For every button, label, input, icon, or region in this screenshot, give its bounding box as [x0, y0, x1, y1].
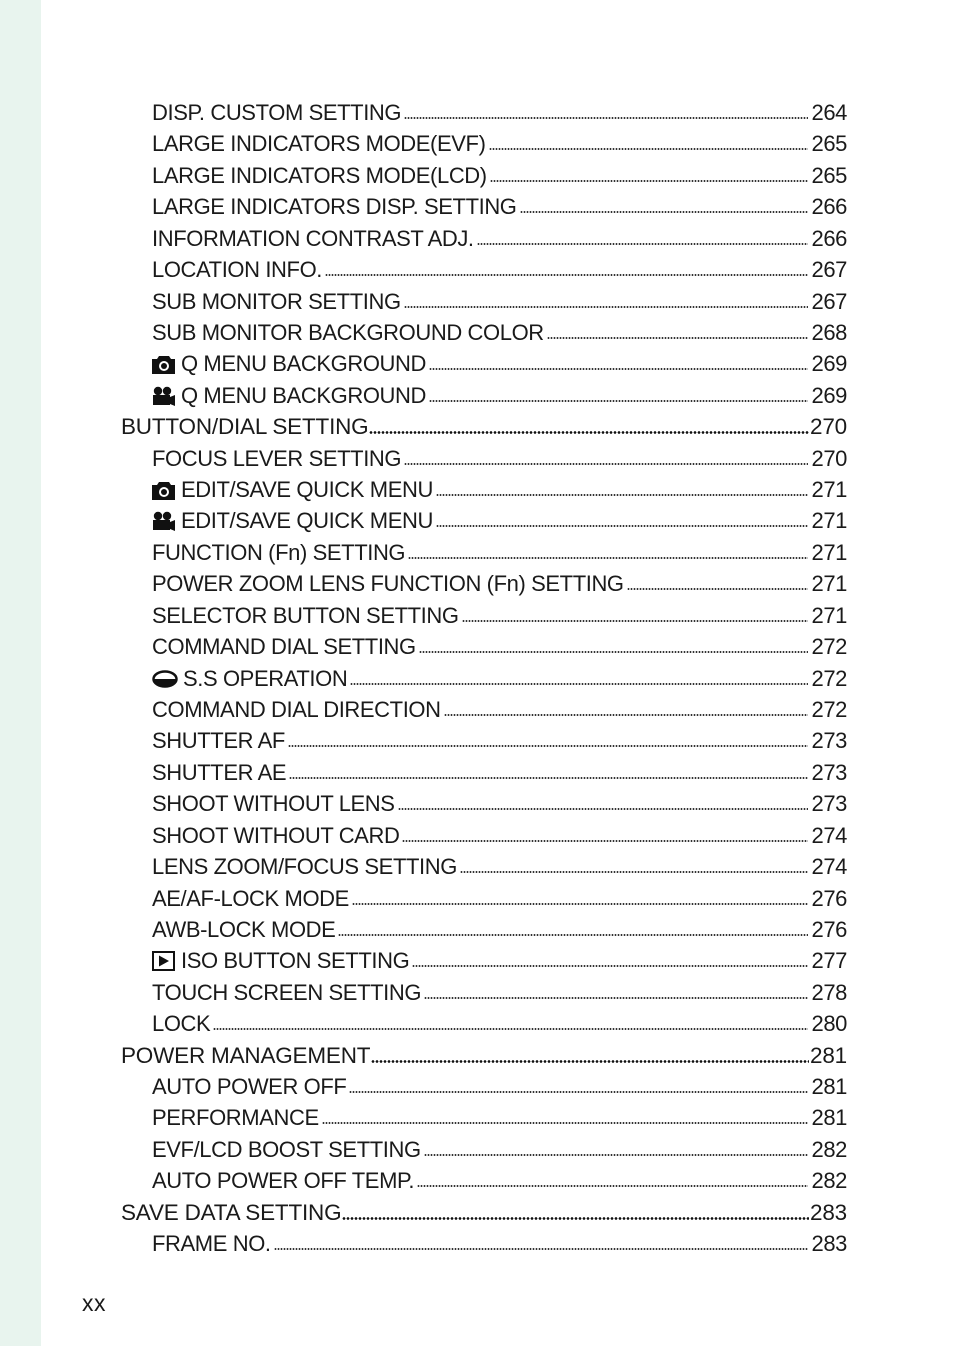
entry-title-text: EDIT/SAVE QUICK MENU	[181, 508, 433, 534]
toc-entry[interactable]	[152, 849, 847, 880]
dot-leader	[404, 117, 808, 119]
entry-title	[121, 1043, 370, 1069]
entry-page-number: 266	[811, 194, 847, 220]
toc-entry[interactable]	[152, 252, 847, 283]
dot-leader	[398, 808, 809, 810]
toc-entry[interactable]	[152, 378, 847, 409]
entry-page-number: 283	[810, 1199, 847, 1225]
entry-page-number: 271	[811, 477, 847, 503]
entry-title-text: LENS ZOOM/FOCUS SETTING	[152, 854, 457, 880]
entry-title-text: POWER MANAGEMENT	[121, 1042, 371, 1068]
entry-title	[152, 289, 401, 315]
toc-entry[interactable]	[152, 95, 847, 126]
toc-entry[interactable]	[152, 441, 847, 472]
entry-page-number: 270	[811, 445, 847, 471]
entry-title	[152, 383, 426, 409]
entry-title-text: SHUTTER AE	[152, 759, 287, 785]
playback-icon	[152, 951, 176, 971]
entry-title-text: INFORMATION CONTRAST ADJ.	[152, 225, 474, 251]
dot-leader	[429, 400, 808, 402]
entry-title-text: BUTTON/DIAL SETTING	[121, 414, 369, 440]
entry-page-number: 274	[811, 854, 847, 880]
entry-title-text: AE/AF-LOCK MODE	[152, 885, 349, 911]
entry-page-number: 274	[811, 822, 847, 848]
toc-entry[interactable]	[152, 1069, 847, 1100]
entry-page-number: 271	[811, 571, 847, 597]
entry-title	[152, 854, 457, 880]
entry-title-text: LOCK	[152, 1011, 211, 1037]
toc-entry[interactable]	[152, 472, 847, 503]
entry-page-number: 266	[811, 225, 847, 251]
entry-page-number: 281	[810, 1042, 847, 1068]
toc-entry[interactable]	[152, 284, 847, 315]
toc-entry[interactable]	[152, 1226, 847, 1257]
entry-title-text: FUNCTION (Fn) SETTING	[152, 539, 406, 565]
entry-title-text: EVF/LCD BOOST SETTING	[152, 1136, 421, 1162]
entry-title-text: LARGE INDICATORS MODE(LCD)	[152, 162, 487, 188]
entry-title	[152, 540, 405, 566]
entry-title-text: LARGE INDICATORS DISP. SETTING	[152, 194, 517, 220]
entry-title	[152, 163, 487, 189]
entry-title-text: AUTO POWER OFF	[152, 1074, 347, 1100]
toc-section[interactable]	[121, 1038, 847, 1069]
entry-title-text: FRAME NO.	[152, 1231, 271, 1257]
dot-leader	[350, 683, 808, 685]
toc-section[interactable]	[121, 1195, 847, 1226]
dot-leader	[424, 997, 808, 999]
entry-page-number: 271	[811, 602, 847, 628]
entry-title-text: AUTO POWER OFF TEMP.	[152, 1168, 415, 1194]
toc-entry[interactable]	[152, 786, 847, 817]
entry-page-number: 267	[811, 257, 847, 283]
entry-title-text: COMMAND DIAL SETTING	[152, 634, 416, 660]
dot-leader	[417, 1185, 808, 1187]
entry-page-number: 264	[811, 100, 847, 125]
entry-title-text: SAVE DATA SETTING	[121, 1199, 342, 1225]
entry-page-number: 268	[811, 319, 847, 345]
entry-title	[152, 666, 347, 692]
entry-title	[152, 728, 285, 754]
toc-section[interactable]	[121, 409, 847, 440]
entry-page-number: 271	[811, 508, 847, 534]
entry-title	[152, 571, 624, 597]
dot-leader	[490, 180, 809, 182]
toc-entry[interactable]	[152, 503, 847, 534]
entry-title	[152, 100, 401, 126]
entry-title	[152, 257, 322, 283]
toc-entry[interactable]	[152, 629, 847, 660]
entry-page-number: 276	[811, 885, 847, 911]
entry-title	[152, 886, 349, 912]
entry-title-text: COMMAND DIAL DIRECTION	[152, 696, 441, 722]
toc-entry[interactable]	[152, 1006, 847, 1037]
dot-leader	[424, 1154, 809, 1156]
dot-leader	[404, 463, 808, 465]
movie-camera-icon	[152, 511, 176, 531]
entry-title	[152, 1105, 319, 1131]
toc-entry[interactable]	[152, 566, 847, 597]
entry-title	[152, 131, 486, 157]
entry-title-text: SUB MONITOR SETTING	[152, 288, 401, 314]
dot-leader	[460, 871, 809, 873]
toc-entry[interactable]	[152, 975, 847, 1006]
entry-title	[152, 508, 433, 534]
entry-title	[152, 351, 426, 377]
toc-entry[interactable]	[152, 535, 847, 566]
toc-entry[interactable]	[152, 1132, 847, 1163]
dot-leader	[436, 494, 809, 496]
entry-title	[152, 603, 459, 629]
entry-title	[152, 760, 286, 786]
entry-title-text: SELECTOR BUTTON SETTING	[152, 602, 459, 628]
command-dial-icon	[152, 669, 178, 689]
entry-page-number: 267	[811, 288, 847, 314]
entry-title	[152, 194, 517, 220]
entry-title	[152, 948, 409, 974]
dot-leader	[429, 368, 808, 370]
entry-title-text: PERFORMANCE	[152, 1105, 319, 1131]
entry-page-number: 270	[810, 414, 847, 440]
toc-entry[interactable]	[152, 818, 847, 849]
camera-icon	[152, 480, 176, 500]
entry-page-number: 281	[811, 1074, 847, 1100]
entry-title	[152, 446, 401, 472]
dot-leader	[349, 1091, 808, 1093]
entry-page-number: 273	[811, 728, 847, 754]
entry-title-text: SHUTTER AF	[152, 728, 285, 754]
toc-entry[interactable]	[152, 189, 847, 220]
dot-leader	[404, 306, 809, 308]
entry-page-number: 269	[811, 351, 847, 377]
entry-title	[152, 226, 474, 252]
entry-title-text: Q MENU BACKGROUND	[181, 382, 426, 408]
dot-leader	[520, 211, 809, 213]
toc-entry[interactable]	[152, 723, 847, 754]
entry-title-text: DISP. CUSTOM SETTING	[152, 100, 402, 125]
entry-title-text: AWB-LOCK MODE	[152, 916, 336, 942]
toc-entry[interactable]	[152, 943, 847, 974]
entry-title-text: LOCATION INFO.	[152, 257, 323, 283]
entry-title	[152, 1074, 346, 1100]
dot-leader	[627, 588, 809, 590]
dot-leader	[402, 840, 808, 842]
entry-title	[152, 917, 335, 943]
side-strip	[0, 0, 41, 1346]
dot-leader	[338, 934, 808, 936]
toc-entry[interactable]	[152, 221, 847, 252]
entry-page-number: 278	[811, 979, 847, 1005]
dot-leader	[289, 777, 808, 779]
toc-entry[interactable]	[152, 1100, 847, 1131]
entry-page-number: 277	[811, 948, 847, 974]
entry-page-number: 265	[811, 162, 847, 188]
entry-title	[152, 1137, 421, 1163]
entry-title	[152, 791, 395, 817]
toc-entry[interactable]	[152, 598, 847, 629]
entry-title	[152, 697, 441, 723]
toc-entry[interactable]	[152, 315, 847, 346]
entry-title	[152, 1231, 271, 1257]
dot-leader	[419, 651, 809, 653]
entry-title-text: POWER ZOOM LENS FUNCTION (Fn) SETTING	[152, 571, 624, 597]
dot-leader	[288, 745, 809, 747]
entry-title-text: S.S OPERATION	[183, 665, 348, 691]
entry-title-text: SHOOT WITHOUT CARD	[152, 822, 400, 848]
entry-title-text: TOUCH SCREEN SETTING	[152, 979, 422, 1005]
entry-title-text: Q MENU BACKGROUND	[181, 351, 426, 377]
dot-leader	[462, 620, 809, 622]
dot-leader	[213, 1028, 808, 1030]
dot-leader	[371, 1060, 809, 1063]
toc-entry[interactable]	[152, 1163, 847, 1194]
toc-entry[interactable]	[152, 346, 847, 377]
entry-title	[152, 1168, 414, 1194]
toc-entry[interactable]	[152, 661, 847, 692]
entry-page-number: 276	[811, 916, 847, 942]
entry-title	[152, 1011, 210, 1037]
dot-leader	[444, 714, 809, 716]
entry-title	[152, 320, 544, 346]
toc-entry[interactable]	[152, 126, 847, 157]
entry-title-text: SUB MONITOR BACKGROUND COLOR	[152, 319, 544, 345]
entry-page-number: 272	[811, 634, 847, 660]
entry-page-number: 282	[811, 1168, 847, 1194]
dot-leader	[547, 337, 809, 339]
entry-page-number: 271	[811, 539, 847, 565]
entry-title	[152, 980, 421, 1006]
entry-title	[152, 634, 416, 660]
entry-title	[152, 823, 399, 849]
dot-leader	[325, 274, 808, 276]
toc-entry[interactable]	[152, 755, 847, 786]
entry-title	[121, 414, 368, 440]
toc-entry[interactable]	[152, 158, 847, 189]
dot-leader	[352, 903, 809, 905]
dot-leader	[477, 243, 809, 245]
toc-entry[interactable]	[152, 912, 847, 943]
toc-entry[interactable]	[152, 881, 847, 912]
entry-title	[121, 1200, 341, 1226]
toc-entry[interactable]	[152, 692, 847, 723]
entry-page-number: 272	[811, 696, 847, 722]
entry-page-number: 283	[811, 1231, 847, 1257]
entry-title-text: FOCUS LEVER SETTING	[152, 445, 402, 471]
entry-title-text: LARGE INDICATORS MODE(EVF)	[152, 131, 486, 157]
entry-page-number: 265	[811, 131, 847, 157]
dot-leader	[436, 525, 809, 527]
entry-page-number: 280	[811, 1011, 847, 1037]
entry-title	[152, 477, 433, 503]
camera-icon	[152, 354, 176, 374]
entry-page-number: 281	[811, 1105, 847, 1131]
entry-title-text: SHOOT WITHOUT LENS	[152, 791, 395, 817]
page-number: xx	[82, 1290, 106, 1316]
dot-leader	[489, 148, 809, 150]
dot-leader	[408, 557, 808, 559]
movie-camera-icon	[152, 386, 176, 406]
entry-title-text: EDIT/SAVE QUICK MENU	[181, 477, 433, 503]
entry-page-number: 273	[811, 791, 847, 817]
entry-page-number: 269	[811, 382, 847, 408]
dot-leader	[369, 431, 809, 434]
entry-page-number: 273	[811, 759, 847, 785]
entry-title-text: ISO BUTTON SETTING	[181, 948, 410, 974]
entry-page-number: 282	[811, 1136, 847, 1162]
dot-leader	[412, 965, 808, 967]
dot-leader	[322, 1122, 809, 1124]
dot-leader	[342, 1217, 809, 1220]
dot-leader	[274, 1248, 809, 1250]
entry-page-number: 272	[811, 665, 847, 691]
